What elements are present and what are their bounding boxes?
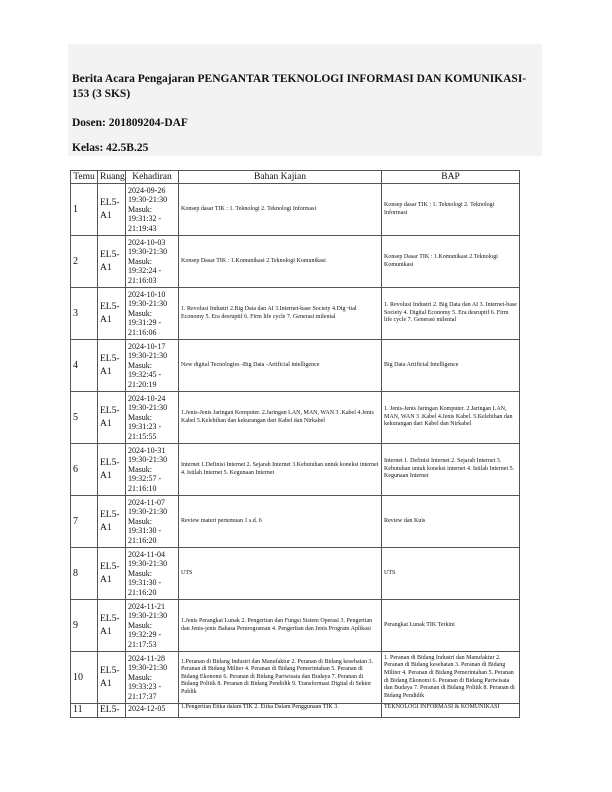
cell-temu: 1	[71, 184, 98, 236]
cell-bap: 1. Peranan di Bidang Industri dan Manufaktur 2. Peranan di Bidang kesehatan 3. Peranan di Bidang Militer 4. Peranan di Bidang Pemerintahan 5. Peranan di Bidang Ekonomi 6. Peranan di Bidang Pariwisata dan Budaya 7. Peranan di Bidang Politik 8. Peranan di Bidang Pendidik	[382, 652, 520, 704]
cell-temu: 11	[71, 704, 98, 718]
kehadiran-date: 2024-10-24	[128, 393, 166, 403]
table-row	[71, 548, 520, 600]
cell-ruang: EL5-A1	[98, 444, 126, 496]
table-row	[71, 340, 520, 392]
table-row	[71, 704, 520, 718]
cell-ruang: EL5-A1	[98, 548, 126, 600]
kehadiran-time: 19:30-21:30	[128, 559, 168, 569]
cell-bap: TEKNOLOGI INFORMASI & KOMUNIKASI	[382, 704, 520, 718]
cell-bap: Review dan Kuis	[382, 496, 520, 548]
cell-temu: 2	[71, 236, 98, 288]
kehadiran-date: 2024-09-26	[128, 185, 166, 195]
kehadiran-date: 2024-10-03	[128, 237, 166, 247]
col-header-bap: BAP	[382, 171, 520, 184]
cell-ruang: EL5-A1	[98, 496, 126, 548]
kelas-label: Kelas: 42.5B.25	[72, 142, 149, 154]
cell-kehadiran	[126, 444, 179, 496]
kehadiran-masuk-time: 19:31:32 - 21:19:43	[128, 214, 162, 233]
cell-bahan-kajian: 1.Pengertian Etika dalam TIK 2. Etika Dalam Penggunaan TIK 3.	[179, 704, 382, 718]
kehadiran-masuk-time: 19:32:57 - 21:16:10	[128, 474, 162, 493]
cell-ruang: EL5-A1	[98, 236, 126, 288]
cell-bahan-kajian: 1.Jenis-Jenis Jaringan Komputer. 2.Jaringan LAN, MAN, WAN 3 .Kabel 4.Jenis Kabel 5.Kelebihan dan kekurangan dari Kabel dan Nirkabel	[179, 392, 382, 444]
kehadiran-masuk-label: Masuk:	[128, 464, 152, 474]
cell-kehadiran	[126, 600, 179, 652]
cell-bahan-kajian: Konsep Dasar TIK : 1.Komunikasi 2.Teknologi Komunikasi	[179, 236, 382, 288]
cell-temu: 6	[71, 444, 98, 496]
kehadiran-date: 2024-12-05	[128, 704, 166, 713]
cell-bahan-kajian: New digital Tecnologies -Big Data -Artificial intelligence	[179, 340, 382, 392]
cell-ruang: EL5-	[98, 704, 126, 718]
cell-kehadiran	[126, 652, 179, 704]
cell-temu: 8	[71, 548, 98, 600]
kehadiran-date: 2024-11-28	[128, 653, 166, 663]
cell-kehadiran	[126, 392, 179, 444]
kehadiran-time: 19:30-21:30	[128, 507, 168, 517]
cell-temu: 4	[71, 340, 98, 392]
kehadiran-masuk-label: Masuk:	[128, 412, 152, 422]
kehadiran-masuk-label: Masuk:	[128, 360, 152, 370]
kehadiran-masuk-time: 19:31:29 - 21:16:06	[128, 318, 162, 337]
kehadiran-date: 2024-10-31	[128, 445, 166, 455]
cell-bahan-kajian: Review materi pertemuan 1 s.d. 6	[179, 496, 382, 548]
kehadiran-masuk-time: 19:32:45 - 21:20:19	[128, 370, 162, 389]
table-header-row	[71, 171, 520, 184]
col-header-bahan-kajian: Bahan Kajian	[179, 171, 382, 184]
cell-bahan-kajian: UTS	[179, 548, 382, 600]
cell-temu: 10	[71, 652, 98, 704]
cell-ruang: EL5-A1	[98, 392, 126, 444]
cell-temu: 7	[71, 496, 98, 548]
kehadiran-time: 19:30-21:30	[128, 195, 168, 205]
kehadiran-masuk-time: 19:32:29 - 21:17:53	[128, 630, 162, 649]
table-row	[71, 496, 520, 548]
kehadiran-date: 2024-11-07	[128, 497, 166, 507]
cell-temu: 5	[71, 392, 98, 444]
cell-bahan-kajian: 1.Jenis Perangkat Lunak 2. Pengertian dan Fungsi Sistem Operasi 3. Pengertian dan Jenis-jenis Bahasa Pemrograman 4. Pengertian dan Jenis Program Aplikasi	[179, 600, 382, 652]
kehadiran-time: 19:30-21:30	[128, 247, 168, 257]
cell-ruang: EL5-A1	[98, 652, 126, 704]
cell-bahan-kajian: Internet 1.Definisi Internet 2. Sejarah Internet 3.Kebutuhan untuk koneksi internet 4. Istilah Internet 5. Kegunaan Internet	[179, 444, 382, 496]
kehadiran-masuk-label: Masuk:	[128, 672, 152, 682]
cell-bap: 1. Jenis-Jenis Jaringan Komputer. 2.Jaringan LAN, MAN, WAN 3 .Kabel 4.Jenis Kabel. 5.Kelebihan dan kekurangan dari Kabel dan Nirkabel	[382, 392, 520, 444]
kehadiran-masuk-label: Masuk:	[128, 308, 152, 318]
table-row	[71, 288, 520, 340]
kehadiran-masuk-label: Masuk:	[128, 204, 152, 214]
cell-bap: Big Data Artificial Intelligence	[382, 340, 520, 392]
kehadiran-masuk-label: Masuk:	[128, 256, 152, 266]
cell-bap: 1. Revolusi Industri 2. Big Data dan AI 3. Internet-base Society 4. Digital Economy 5. Era desruptif 6. Firm life cycle 7. Generasi milenial	[382, 288, 520, 340]
table-row	[71, 236, 520, 288]
col-header-temu: Temu	[71, 171, 98, 184]
cell-bahan-kajian: 1.Peranan di Bidang Industri dan Manufaktur 2. Peranan di Bidang kesehatan 3. Peranan di Bidang Militer 4. Peranan di Bidang Pemerintahan 5. Peranan di Bidang Ekonomi 6. Peranan di Bidang Pariwisata dan Budaya 7. Peranan di Bidang Politik 8. Peranan di Bidang Pendidik 9. Transformasi Digital di Sektor Publik	[179, 652, 382, 704]
kehadiran-masuk-time: 19:33:23 - 21:17:37	[128, 682, 162, 701]
cell-bahan-kajian: 1. Revolusi Industri 2.Big Data dan AI 3.Internet-base Society 4.Dig¬ital Economy 5. Era desruptif 6. Firm life cycle 7. Generasi milenial	[179, 288, 382, 340]
kehadiran-date: 2024-11-21	[128, 601, 166, 611]
table-row	[71, 652, 520, 704]
kehadiran-time: 19:30-21:30	[128, 403, 168, 413]
kehadiran-time: 19:30-21:30	[128, 351, 168, 361]
kehadiran-time: 19:30-21:30	[128, 299, 168, 309]
kehadiran-time: 19:30-21:30	[128, 611, 168, 621]
cell-kehadiran	[126, 288, 179, 340]
cell-kehadiran	[126, 548, 179, 600]
bap-table	[70, 170, 520, 718]
kehadiran-date: 2024-10-17	[128, 341, 166, 351]
table-row	[71, 444, 520, 496]
kehadiran-date: 2024-10-10	[128, 289, 166, 299]
kehadiran-time: 19:30-21:30	[128, 455, 168, 465]
kehadiran-masuk-time: 19:31:23 - 21:15:55	[128, 422, 162, 441]
cell-ruang: EL5-A1	[98, 288, 126, 340]
cell-kehadiran	[126, 704, 179, 718]
kehadiran-time: 19:30-21:30	[128, 663, 168, 673]
table-row	[71, 600, 520, 652]
cell-bap: Konsep Dasar TIK : 1.Komunikasi 2.Teknologi Komunikasi	[382, 236, 520, 288]
cell-ruang: EL5-A1	[98, 184, 126, 236]
kehadiran-date: 2024-11-04	[128, 549, 166, 559]
cell-kehadiran	[126, 496, 179, 548]
cell-kehadiran	[126, 236, 179, 288]
cell-temu: 9	[71, 600, 98, 652]
kehadiran-masuk-label: Masuk:	[128, 516, 152, 526]
kehadiran-masuk-time: 19:31:30 - 21:16:20	[128, 578, 162, 597]
kehadiran-masuk-label: Masuk:	[128, 568, 152, 578]
col-header-ruang: Ruang	[98, 171, 126, 184]
cell-temu: 3	[71, 288, 98, 340]
kehadiran-masuk-time: 19:31:30 - 21:16:20	[128, 526, 162, 545]
cell-ruang: EL5-A1	[98, 600, 126, 652]
cell-bahan-kajian: Konsep dasar TIK : 1. Teknologi 2. Teknologi Informasi	[179, 184, 382, 236]
cell-kehadiran	[126, 184, 179, 236]
col-header-kehadiran: Kehadiran	[126, 171, 179, 184]
cell-bap: UTS	[382, 548, 520, 600]
page-title: Berita Acara Pengajaran PENGANTAR TEKNOLOGI INFORMASI DAN KOMUNIKASI-153 (3 SKS)	[72, 73, 527, 100]
cell-bap: Perangkat Lunak TIK Terkini	[382, 600, 520, 652]
kehadiran-masuk-label: Masuk:	[128, 620, 152, 630]
dosen-label: Dosen: 201809204-DAF	[72, 117, 188, 129]
cell-ruang: EL5-A1	[98, 340, 126, 392]
kehadiran-masuk-time: 19:32:24 - 21:16:03	[128, 266, 162, 285]
cell-kehadiran	[126, 340, 179, 392]
table-row	[71, 392, 520, 444]
table-row	[71, 184, 520, 236]
cell-bap: Konsep dasar TIK : 1. Teknologi 2. Teknologi Informasi	[382, 184, 520, 236]
cell-bap: Internet 1. Definisi Internet 2. Sejarah Internet 3. Kebutuhan untuk koneksi internet 4. Istilah Internet 5. Kegunaan Internet	[382, 444, 520, 496]
